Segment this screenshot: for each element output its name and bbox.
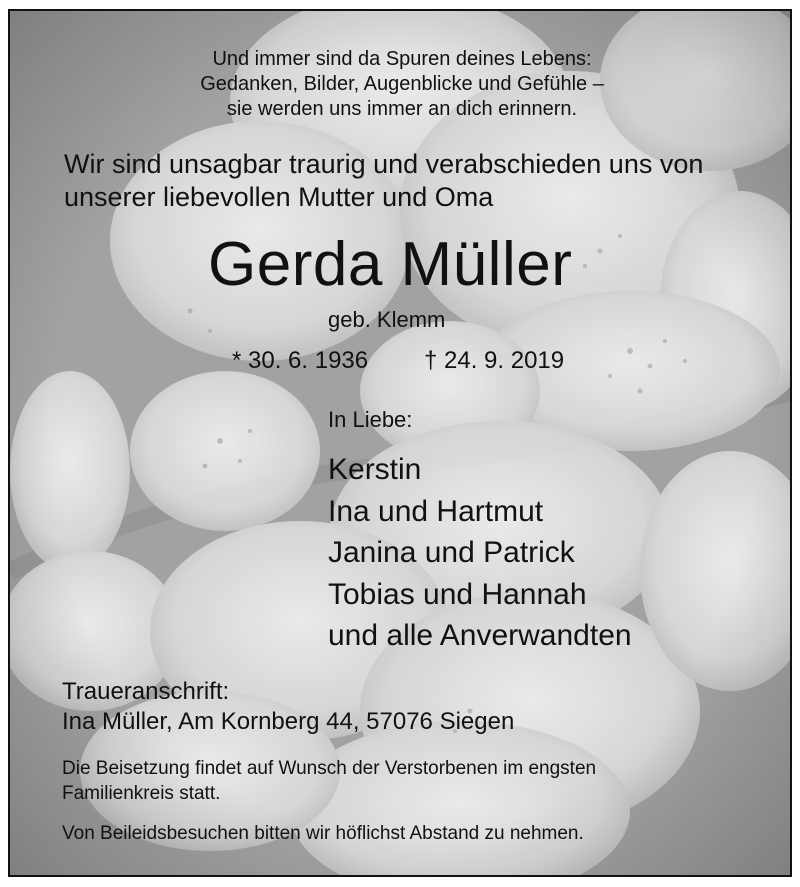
birth-name: geb. Klemm [328,307,446,332]
funeral-note [62,756,596,806]
mourners-heading: In Liebe: [328,407,413,432]
poem-line: Und immer sind da Spuren deines Lebens: [212,48,592,70]
mourner-name: Tobias und Hannah [328,577,587,611]
death-date: † 24. 9. 2019 [424,347,565,374]
farewell-intro [64,148,703,214]
mourner-name: Kerstin [328,453,422,486]
obituary-notice [8,9,792,877]
mourning-address: Ina Müller, Am Kornberg 44, 57076 Siegen [62,708,515,735]
poem-line: Gedanken, Bilder, Augenblicke und Gefühle – [200,73,604,95]
deceased-name: Gerda Müller [208,230,573,299]
address-heading: Traueranschrift: [62,678,230,705]
mourners-list [328,449,632,657]
mourner-name: Janina und Patrick [328,536,575,569]
intro-line: unserer liebevollen Mutter und Oma [64,182,494,212]
condolence-note: Von Beileidsbesuchen bitten wir höflichst Abstand zu nehmen. [62,823,584,844]
orchid-background-image [10,11,792,877]
memorial-poem [10,47,792,122]
funeral-note-line: Familienkreis statt. [62,783,221,804]
intro-line: Wir sind unsagbar traurig und verabschieden uns von [64,149,704,179]
mourner-name: Ina und Hartmut [328,494,544,528]
poem-line: sie werden uns immer an dich erinnern. [226,98,578,120]
mourner-name: und alle Anverwandten [328,619,632,652]
birth-date: * 30. 6. 1936 [232,347,369,374]
funeral-note-line: Die Beisetzung findet auf Wunsch der Verstorbenen im engsten [62,758,597,779]
